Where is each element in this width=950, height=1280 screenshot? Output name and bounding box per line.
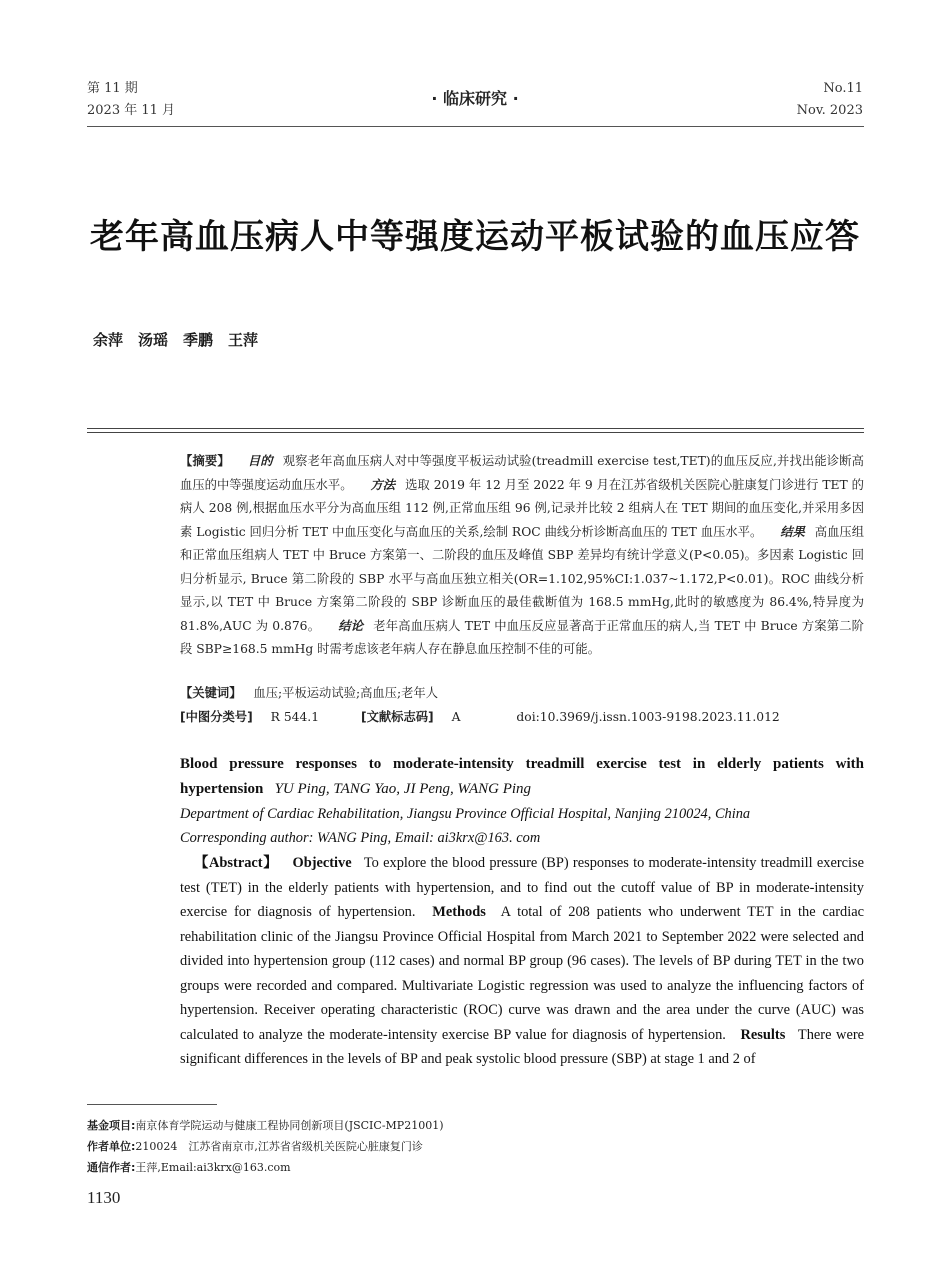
- en-objective-text: To explore the blood pressure (BP) responses to moderate-intensity treadmill exercise test (TET) in the elderly patients with hypertension, and to find out the cutoff value of BP in moderate-intensity exercise for diagnosis of hypertension.: [180, 855, 864, 920]
- en-methods-label: Methods: [432, 904, 486, 920]
- funding-text: 南京体育学院运动与健康工程协同创新项目(JSCIC-MP21001): [135, 1119, 444, 1132]
- english-authors: YU Ping, TANG Yao, JI Peng, WANG Ping: [274, 780, 532, 797]
- footnote-divider: [87, 1104, 217, 1105]
- issue-number-en: No.11: [823, 81, 863, 96]
- running-header-issue-en: [797, 78, 863, 122]
- objective-label: 目的: [247, 454, 273, 468]
- header-divider: [87, 126, 864, 127]
- chinese-abstract: [180, 450, 864, 662]
- affiliation-text: 210024 江苏省南京市,江苏省省级机关医院心脏康复门诊: [135, 1140, 423, 1153]
- results-label: 结果: [780, 524, 805, 539]
- doi: doi:10.3969/j.issn.1003-9198.2023.11.012: [516, 710, 780, 724]
- doc-code: A: [451, 710, 461, 724]
- affiliation-label: 作者单位:: [87, 1140, 136, 1153]
- issue-date-cn: 2023 年 11 月: [87, 103, 176, 118]
- en-results-text: There were significant differences in the levels of BP and peak systolic blood pressure (SBP) at stage 1 and 2 of: [180, 1026, 865, 1067]
- conclusion-text: 老年高血压病人 TET 中血压反应显著高于正常血压的病人,当 TET 中 Bruce 方案第二阶段 SBP≥168.5 mmHg 时需考虑该老年病人存在静息血压控制不佳的可能。: [180, 618, 864, 656]
- english-corresponding-author: Corresponding author: WANG Ping, Email: ai3krx@163. com: [180, 830, 541, 846]
- en-objective-label: Objective: [292, 855, 352, 871]
- en-methods-text: A total of 208 patients who underwent TET in the cardiac rehabilitation clinic of the Jiangsu Province Official Hospital from March 2021 to September 2022 were selected and divided into hypertension group (112 cases) and normal BP group (96 cases). The levels of BP during TET in the two groups were recorded and compared. Multivariate Logistic regression was used to analyze the influencing factors of hypertension. Receiver operating characteristic (ROC) curve was drawn and the area under the curve (AUC) was calculated to analyze the moderate-intensity exercise BP value for diagnosis of hypertension.: [180, 904, 864, 1043]
- keywords-label: 【关键词】: [180, 686, 242, 700]
- methods-label: 方法: [370, 477, 396, 492]
- objective-text: 观察老年高血压病人对中等强度平板运动试验(treadmill exercise test,TET)的血压反应,并找出能诊断高血压的中等强度运动血压水平。: [180, 454, 864, 492]
- conclusion-label: 结论: [338, 618, 364, 633]
- en-abstract-label: 【Abstract】: [194, 855, 279, 871]
- funding-label: 基金项目:: [87, 1119, 136, 1132]
- clc-code: R 544.1: [270, 710, 320, 724]
- author-list: 余萍 汤瑶 季鹏 王萍: [93, 331, 259, 349]
- issue-number-cn: 第 11 期: [87, 81, 138, 96]
- corresponding-text: 王萍,Email:ai3krx@163.com: [135, 1161, 291, 1174]
- section-title: · 临床研究 ·: [431, 89, 519, 108]
- footnote-affiliation: [87, 1137, 867, 1157]
- english-title-block: [180, 752, 864, 801]
- page-number: 1130: [87, 1188, 121, 1207]
- english-abstract: [180, 851, 864, 1072]
- methods-text: 选取 2019 年 12 月至 2022 年 9 月在江苏省级机关医院心脏康复门诊进行 TET 的病人 208 例,根据血压水平分为高血压组 112 例,正常血压组 96 例,记录并比较 2 组病人在 TET 期间的血压变化,并采用多因素 Logistic 回归分析 TET 中血压变化与高血压的关系,绘制 ROC 曲线分析诊断高血压的 TET 血压水平。: [180, 477, 864, 539]
- en-results-label: Results: [740, 1026, 786, 1043]
- keywords-text: 血压;平板运动试验;高血压;老年人: [253, 686, 439, 700]
- corresponding-label: 通信作者:: [87, 1161, 136, 1174]
- doc-code-label: [文献标志码]: [360, 710, 434, 724]
- footnote-corresponding: [87, 1158, 867, 1178]
- english-title: Blood pressure responses to moderate-intensity treadmill exercise test in elderly patients with hypertension: [180, 756, 864, 797]
- abstract-label: 【摘要】: [180, 454, 230, 468]
- footnote-funding: [87, 1116, 867, 1136]
- article-title: 老年高血压病人中等强度运动平板试验的血压应答: [90, 217, 860, 257]
- issue-date-en: Nov. 2023: [796, 103, 863, 118]
- keywords: [180, 682, 864, 706]
- classification-line: [180, 706, 864, 730]
- clc-label: [中图分类号]: [180, 710, 253, 724]
- english-affiliation: Department of Cardiac Rehabilitation, Jiangsu Province Official Hospital, Nanjing 210024, China: [180, 806, 751, 822]
- abstract-divider: [87, 428, 864, 433]
- results-text: 高血压组和正常血压组病人 TET 中 Bruce 方案第一、二阶段的血压及峰值 SBP 差异均有统计学意义(P<0.05)。多因素 Logistic 回归分析显示, Bruce 第二阶段的 SBP 水平与高血压独立相关(OR=1.102,95%CI:1.037~1.172,P<0.01)。ROC 曲线分析显示,以 TET 中 Bruce 方案第二阶段的 SBP 诊断血压的最佳截断值为 168.5 mmHg,此时的敏感度为 86.4%,特异度为 81.8%,AUC 为 0.876。: [180, 524, 864, 633]
